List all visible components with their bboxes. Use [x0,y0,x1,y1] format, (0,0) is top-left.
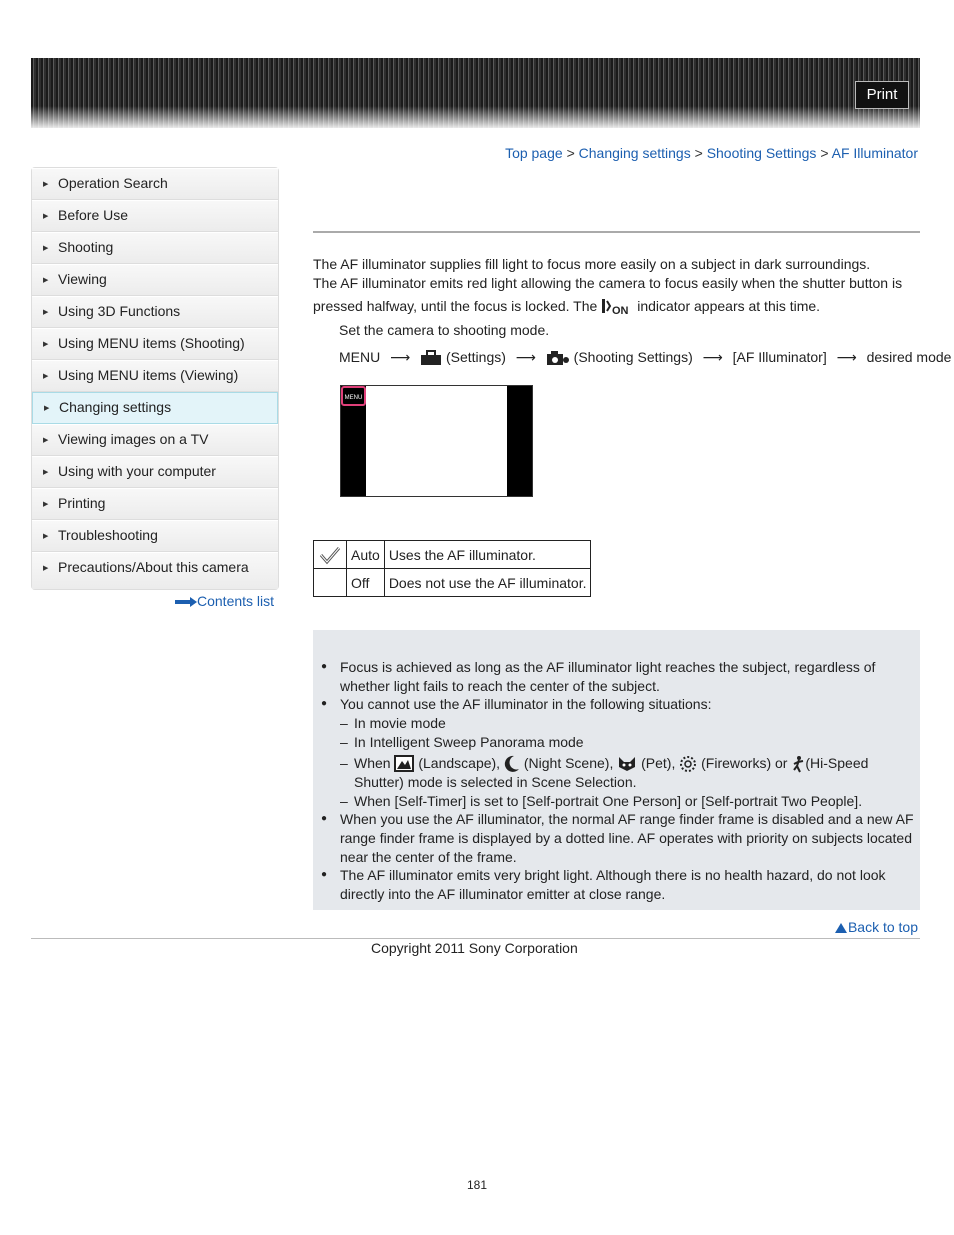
screen-right-bar [507,386,532,496]
triangle-right-icon: ▶ [43,213,49,220]
breadcrumb-af-illuminator[interactable]: AF Illuminator [831,145,918,161]
breadcrumb-separator: > [566,145,575,161]
step-1: Set the camera to shooting mode. [339,322,550,338]
triangle-right-icon: ▶ [43,437,49,444]
note-text: (Night Scene), [523,754,614,771]
triangle-right-icon: ▶ [43,309,49,316]
triangle-right-icon: ▶ [43,181,49,188]
note-sub-item: – When [Self-Timer] is set to [Self-portrait One Person] or [Self-portrait Two People]. [313,792,920,811]
header-banner [31,58,920,128]
intro-line: The AF illuminator supplies fill light to focus more easily on a subject in dark surroundings. [313,256,871,272]
note-item: ● Focus is achieved as long as the AF illuminator light reaches the subject, regardless of whether light fails to reach the center of the subject. [313,658,920,695]
sidebar-item-label: Using MENU items (Shooting) [58,335,245,351]
page-number: 181 [467,1178,488,1192]
sidebar-item-before-use[interactable] [32,200,278,232]
menu-label: MENU [339,349,381,365]
sidebar-item-label: Troubleshooting [58,527,158,543]
note-text: (Fireworks) or [701,754,788,771]
camera-screen-illustration [340,385,533,497]
sidebar-item-label: Shooting [58,239,114,255]
intro-line [313,297,920,316]
back-to-top-label: Back to top [847,919,918,935]
sidebar-item-troubleshooting[interactable] [32,520,278,552]
contents-list-label: Contents list [197,593,275,609]
arrow-right-icon: ⟶ [390,349,411,365]
triangle-right-icon: ▶ [43,533,49,540]
af-on-icon [601,298,637,316]
note-text: (Pet), [641,754,676,771]
af-illuminator-label: [AF Illuminator] [732,349,827,365]
sidebar-item-label: Operation Search [58,175,168,191]
option-description: Does not use the AF illuminator. [384,569,591,597]
sidebar-item-label: Viewing images on a TV [58,431,209,447]
note-text: (Landscape), [418,754,501,771]
toolbox-icon [420,350,442,366]
table-row [314,541,591,569]
notes-list [313,658,920,904]
checkmark-icon [318,545,342,565]
option-name: Auto [347,541,385,569]
arrow-right-icon: ⟶ [836,349,857,365]
triangle-right-icon: ▶ [43,245,49,252]
sidebar-item-viewing-tv[interactable] [32,424,278,456]
note-item: ● You cannot use the AF illuminator in the following situations: [313,695,920,714]
print-button[interactable]: Print [855,81,909,109]
note-sub-item: – In movie mode [313,714,920,733]
intro-line-part: pressed halfway, until the focus is locked. The [313,298,598,314]
sidebar-item-label: Using with your computer [58,463,216,479]
breadcrumb-separator: > [820,145,829,161]
fireworks-icon [679,755,697,773]
svg-text:ON: ON [612,305,629,317]
intro-line: The AF illuminator emits red light allowing the camera to focus easily when the shutter button is [313,275,903,291]
sidebar-item-precautions[interactable] [32,552,278,589]
settings-label: (Settings) [445,349,506,365]
shooting-settings-label: (Shooting Settings) [573,349,693,365]
step-2 [339,349,951,366]
empty-cell [314,569,347,597]
sidebar-item-menu-viewing[interactable] [32,360,278,392]
landscape-icon [394,755,414,772]
triangle-right-icon: ▶ [43,341,49,348]
sidebar-item-label: Changing settings [59,399,172,415]
triangle-right-icon: ▶ [43,565,49,572]
copyright: Copyright 2011 Sony Corporation [371,940,578,956]
arrow-right-icon: ⟶ [702,349,723,365]
option-description: Uses the AF illuminator. [384,541,591,569]
triangle-right-icon: ▶ [43,277,49,284]
option-name: Off [347,569,385,597]
sidebar-item-operation-search[interactable] [32,168,278,200]
sidebar-item-label: Viewing [58,271,107,287]
sidebar-item-menu-shooting[interactable] [32,328,278,360]
sidebar-item-viewing[interactable] [32,264,278,296]
title-divider [313,231,920,233]
hi-speed-shutter-icon [791,755,805,773]
note-sub-item: – In Intelligent Sweep Panorama mode [313,733,920,752]
breadcrumb-top-page[interactable]: Top page [505,145,563,161]
contents-list-link[interactable] [175,593,274,609]
triangle-right-icon: ▶ [43,469,49,476]
note-text: When [354,754,391,771]
breadcrumb-changing-settings[interactable]: Changing settings [578,145,691,161]
note-sub-item [313,754,920,792]
pet-icon [617,755,637,772]
sidebar [31,167,279,590]
footer-divider [31,938,920,939]
breadcrumb-shooting-settings[interactable]: Shooting Settings [706,145,817,161]
sidebar-item-shooting[interactable] [32,232,278,264]
intro-line-part: indicator appears at this time. [637,298,821,314]
arrow-right-icon [175,597,197,607]
sidebar-item-label: Before Use [58,207,129,223]
menu-icon: MENU [341,386,366,406]
arrow-right-icon: ⟶ [515,349,536,365]
note-text: (Hi-Speed Shutter) mode is selected in Scene Selection. [354,754,869,790]
breadcrumb [505,145,918,161]
night-scene-icon [504,755,520,772]
table-row [314,569,591,597]
sidebar-item-3d-functions[interactable] [32,296,278,328]
sidebar-item-printing[interactable] [32,488,278,520]
triangle-right-icon: ▶ [43,501,49,508]
note-item: ● The AF illuminator emits very bright light. Although there is no health hazard, do not look directly into the AF illuminator emitter at close range. [313,866,920,903]
triangle-right-icon: ▶ [43,373,49,380]
sidebar-item-changing-settings[interactable] [32,392,278,424]
triangle-right-icon: ▶ [44,405,50,412]
sidebar-item-label: Printing [58,495,106,511]
desired-mode-label: desired mode [866,349,952,365]
sidebar-item-label: Precautions/About this camera [58,559,249,575]
back-to-top-link[interactable] [834,919,918,935]
default-check-cell [314,541,347,569]
sidebar-item-computer[interactable] [32,456,278,488]
camera-settings-icon [546,350,570,366]
options-table [313,540,591,597]
breadcrumb-separator: > [694,145,703,161]
sidebar-item-label: Using MENU items (Viewing) [58,367,239,383]
sidebar-item-label: Using 3D Functions [58,303,181,319]
triangle-up-icon [834,922,848,934]
intro-text [313,255,920,316]
note-item: ● When you use the AF illuminator, the normal AF range finder frame is disabled and a new AF range finder frame is displayed by a dotted line. AF operates with priority on subjects located near the center of the frame. [313,810,920,866]
